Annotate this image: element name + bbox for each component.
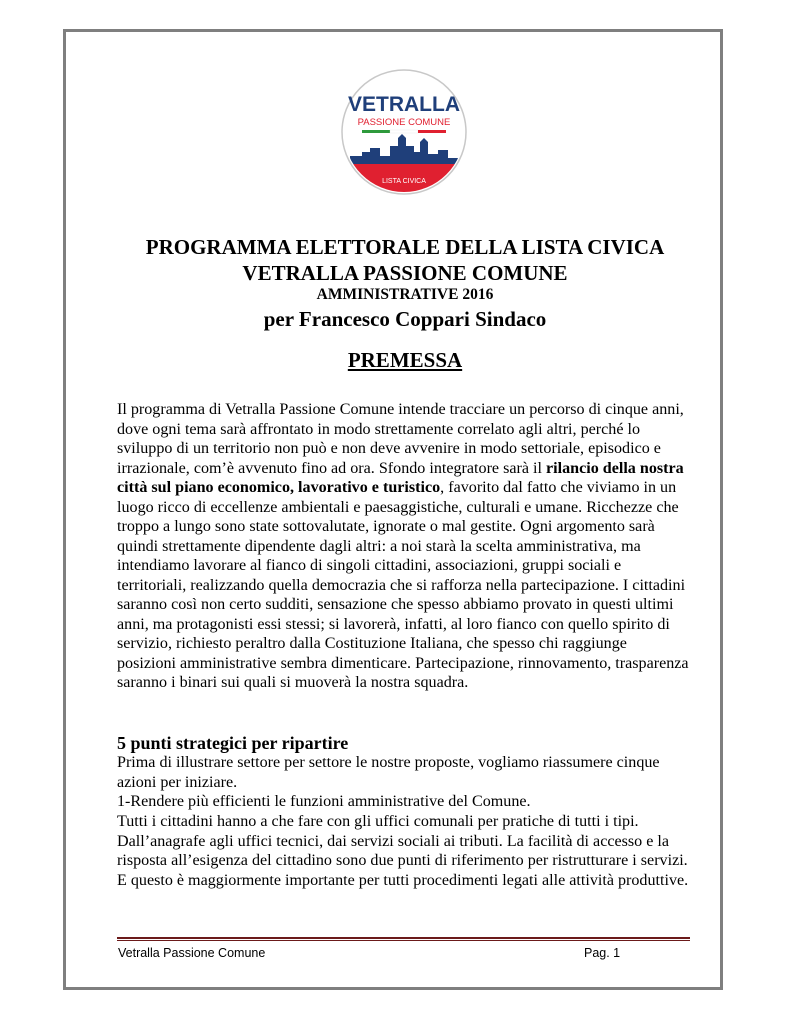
premessa-heading: PREMESSA — [347, 348, 463, 372]
candidate-line: per Francesco Coppari Sindaco — [263, 307, 547, 331]
premessa-paragraph: Il programma di Vetralla Passione Comune intende tracciare un percorso di cinque anni, dove ogni tema sarà affrontato in modo strettamente correlato agli altri, perché lo sviluppo di un territorio non può e non deve avvenire in modo settoriale, episodico e irrazionale, com’è avvenuto fino ad ora. Sfondo integratore sarà il rilancio della nostra città sul piano economico, lavorativo e turistico, favorito dal fatto che viviamo in un luogo ricco di eccellenze ambientali e paesaggistiche, culturali e umane. Ricchezze che troppo a lungo sono state sottovalutate, ignorate o mal gestite. Ogni argomento sarà quindi strettamente dipendente dagli altri: a noi starà la scelta amministrativa, ma intendiamo lavorare al fianco di singoli cittadini, associazioni, gruppi sociali e territoriali, realizzando quella democrazia che si rafforza nella partecipazione. I cittadini saranno così non certo sudditi, sensazione che spesso abbiamo provato in questi ultimi anni, ma protagonisti essi stessi; si lavorerà, infatti, al loro fianco con quello spirito di servizio, richiesto peraltro dalla Costituzione Italiana, che spesso chi raggiunge posizioni amministrative sembra dimenticare. Partecipazione, rinnovamento, trasparenza saranno i binari sui quali si muoverà la nostra squadra. — [117, 401, 689, 691]
vetralla-logo — [340, 52, 468, 214]
svg-text:PASSIONE COMUNE: PASSIONE COMUNE — [357, 117, 451, 128]
svg-text:VETRALLA: VETRALLA — [348, 93, 460, 116]
page-number: Pag. 1 — [584, 946, 621, 960]
section-paragraph-2: 1-Rendere più efficienti le funzioni amministrative del Comune. — [117, 793, 531, 810]
title-line-1: PROGRAMMA ELETTORALE DELLA LISTA CIVICA — [145, 235, 665, 259]
section-heading: 5 punti strategici per ripartire — [117, 733, 349, 753]
footer-rule — [117, 937, 690, 941]
logo-seal-icon — [340, 52, 468, 214]
title-line-3: AMMINISTRATIVE 2016 — [316, 286, 494, 303]
premessa-bold-phrase: rilancio della nostra città sul piano economico, lavorativo e turistico — [117, 459, 684, 496]
document-title — [80, 234, 730, 332]
svg-text:LISTA CIVICA: LISTA CIVICA — [382, 178, 426, 185]
section-paragraph-3: Tutti i cittadini hanno a che fare con gli uffici comunali per pratiche di tutti i tipi. Dall’anagrafe agli uffici tecnici, dai servizi sociali ai tributi. La facilità di accesso e la risposta all’esigenza del cittadino sono due punti di riferimento per ristrutturare i servizi. E questo è maggiormente importante per tutti procedimenti legati alle attività produttive. — [117, 813, 689, 889]
title-line-2: VETRALLA PASSIONE COMUNE — [242, 261, 568, 285]
footer-title: Vetralla Passione Comune — [118, 946, 266, 960]
section-paragraph-1: Prima di illustrare settore per settore le nostre proposte, vogliamo riassumere cinque azioni per iniziare. — [117, 754, 660, 791]
